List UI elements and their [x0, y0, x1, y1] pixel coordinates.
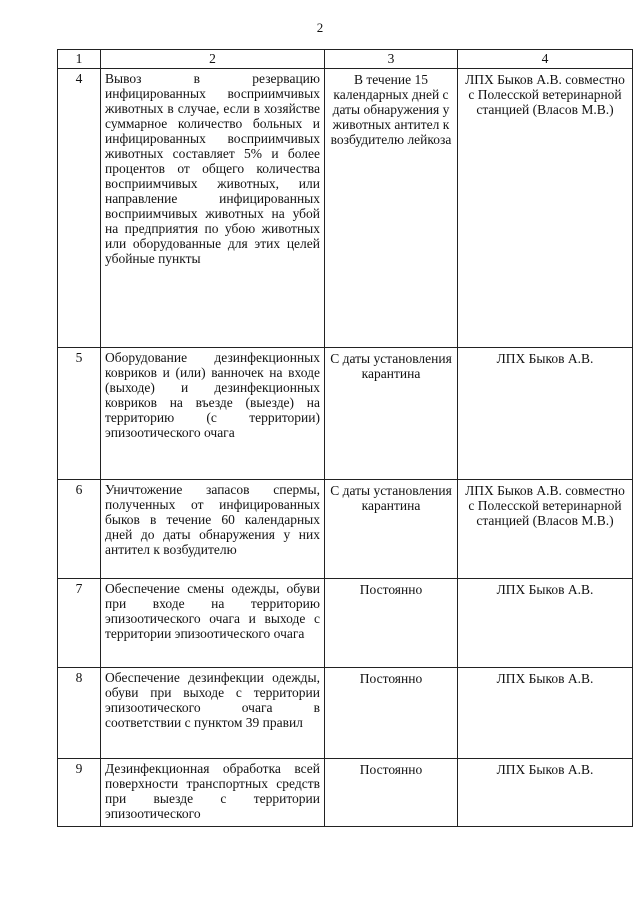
table-row: [58, 759, 633, 827]
measure-cell: Обеспечение дезинфекции одежды, обуви при выходе с территории эпизоотического очага в соответствии с пунктом 39 правил: [101, 668, 325, 759]
table-row: [58, 579, 633, 668]
table-row: [58, 480, 633, 579]
column-header: 3: [325, 50, 458, 69]
measure-cell: Уничтожение запасов спермы, полученных от инфицированных быков в течение 60 календарных дней до даты обнаружения у них антител к возбудителю: [101, 480, 325, 579]
responsible-cell: ЛПХ Быков А.В. совместно с Полесской ветеринарной станцией (Власов М.В.): [458, 480, 633, 579]
term-cell: Постоянно: [325, 579, 458, 668]
measure-cell: Вывоз в резервацию инфицированных восприимчивых животных в случае, если в хозяйстве суммарное количество больных и инфицированных восприимчивых животных составляет 5% и более процентов от общего количества восприимчивых животных, или направление инфицированных восприимчивых животных на убой на предприятия по убою животных или оборудованные для этих целей убойные пункты: [101, 69, 325, 348]
page-number: 2: [316, 20, 324, 35]
table-row: [58, 668, 633, 759]
term-cell: Постоянно: [325, 668, 458, 759]
table-header-row: [58, 50, 633, 69]
row-number: 5: [58, 348, 101, 480]
measure-cell: Обеспечение смены одежды, обуви при входе на территорию эпизоотического очага и выходе с территории эпизоотического очага: [101, 579, 325, 668]
row-number: 7: [58, 579, 101, 668]
term-cell: С даты установления карантина: [325, 480, 458, 579]
responsible-cell: ЛПХ Быков А.В. совместно с Полесской ветеринарной станцией (Власов М.В.): [458, 69, 633, 348]
column-header: 2: [101, 50, 325, 69]
measure-cell: Дезинфекционная обработка всей поверхности транспортных средств при выезде с территории эпизоотического: [101, 759, 325, 827]
row-number: 9: [58, 759, 101, 827]
term-cell: Постоянно: [325, 759, 458, 827]
table-row: [58, 348, 633, 480]
term-cell: С даты установления карантина: [325, 348, 458, 480]
row-number: 8: [58, 668, 101, 759]
row-number: 6: [58, 480, 101, 579]
measure-cell: Оборудование дезинфекционных ковриков и (или) ванночек на входе (выходе) и дезинфекционных ковриков на въезде (выезде) на территорию (с территории) эпизоотического очага: [101, 348, 325, 480]
table-row: [58, 69, 633, 348]
column-header: 4: [458, 50, 633, 69]
responsible-cell: ЛПХ Быков А.В.: [458, 579, 633, 668]
responsible-cell: ЛПХ Быков А.В.: [458, 668, 633, 759]
measures-table: [57, 49, 633, 827]
responsible-cell: ЛПХ Быков А.В.: [458, 348, 633, 480]
row-number: 4: [58, 69, 101, 348]
responsible-cell: ЛПХ Быков А.В.: [458, 759, 633, 827]
column-header: 1: [58, 50, 101, 69]
term-cell: В течение 15 календарных дней с даты обнаружения у животных антител к возбудителю лейкоза: [325, 69, 458, 348]
